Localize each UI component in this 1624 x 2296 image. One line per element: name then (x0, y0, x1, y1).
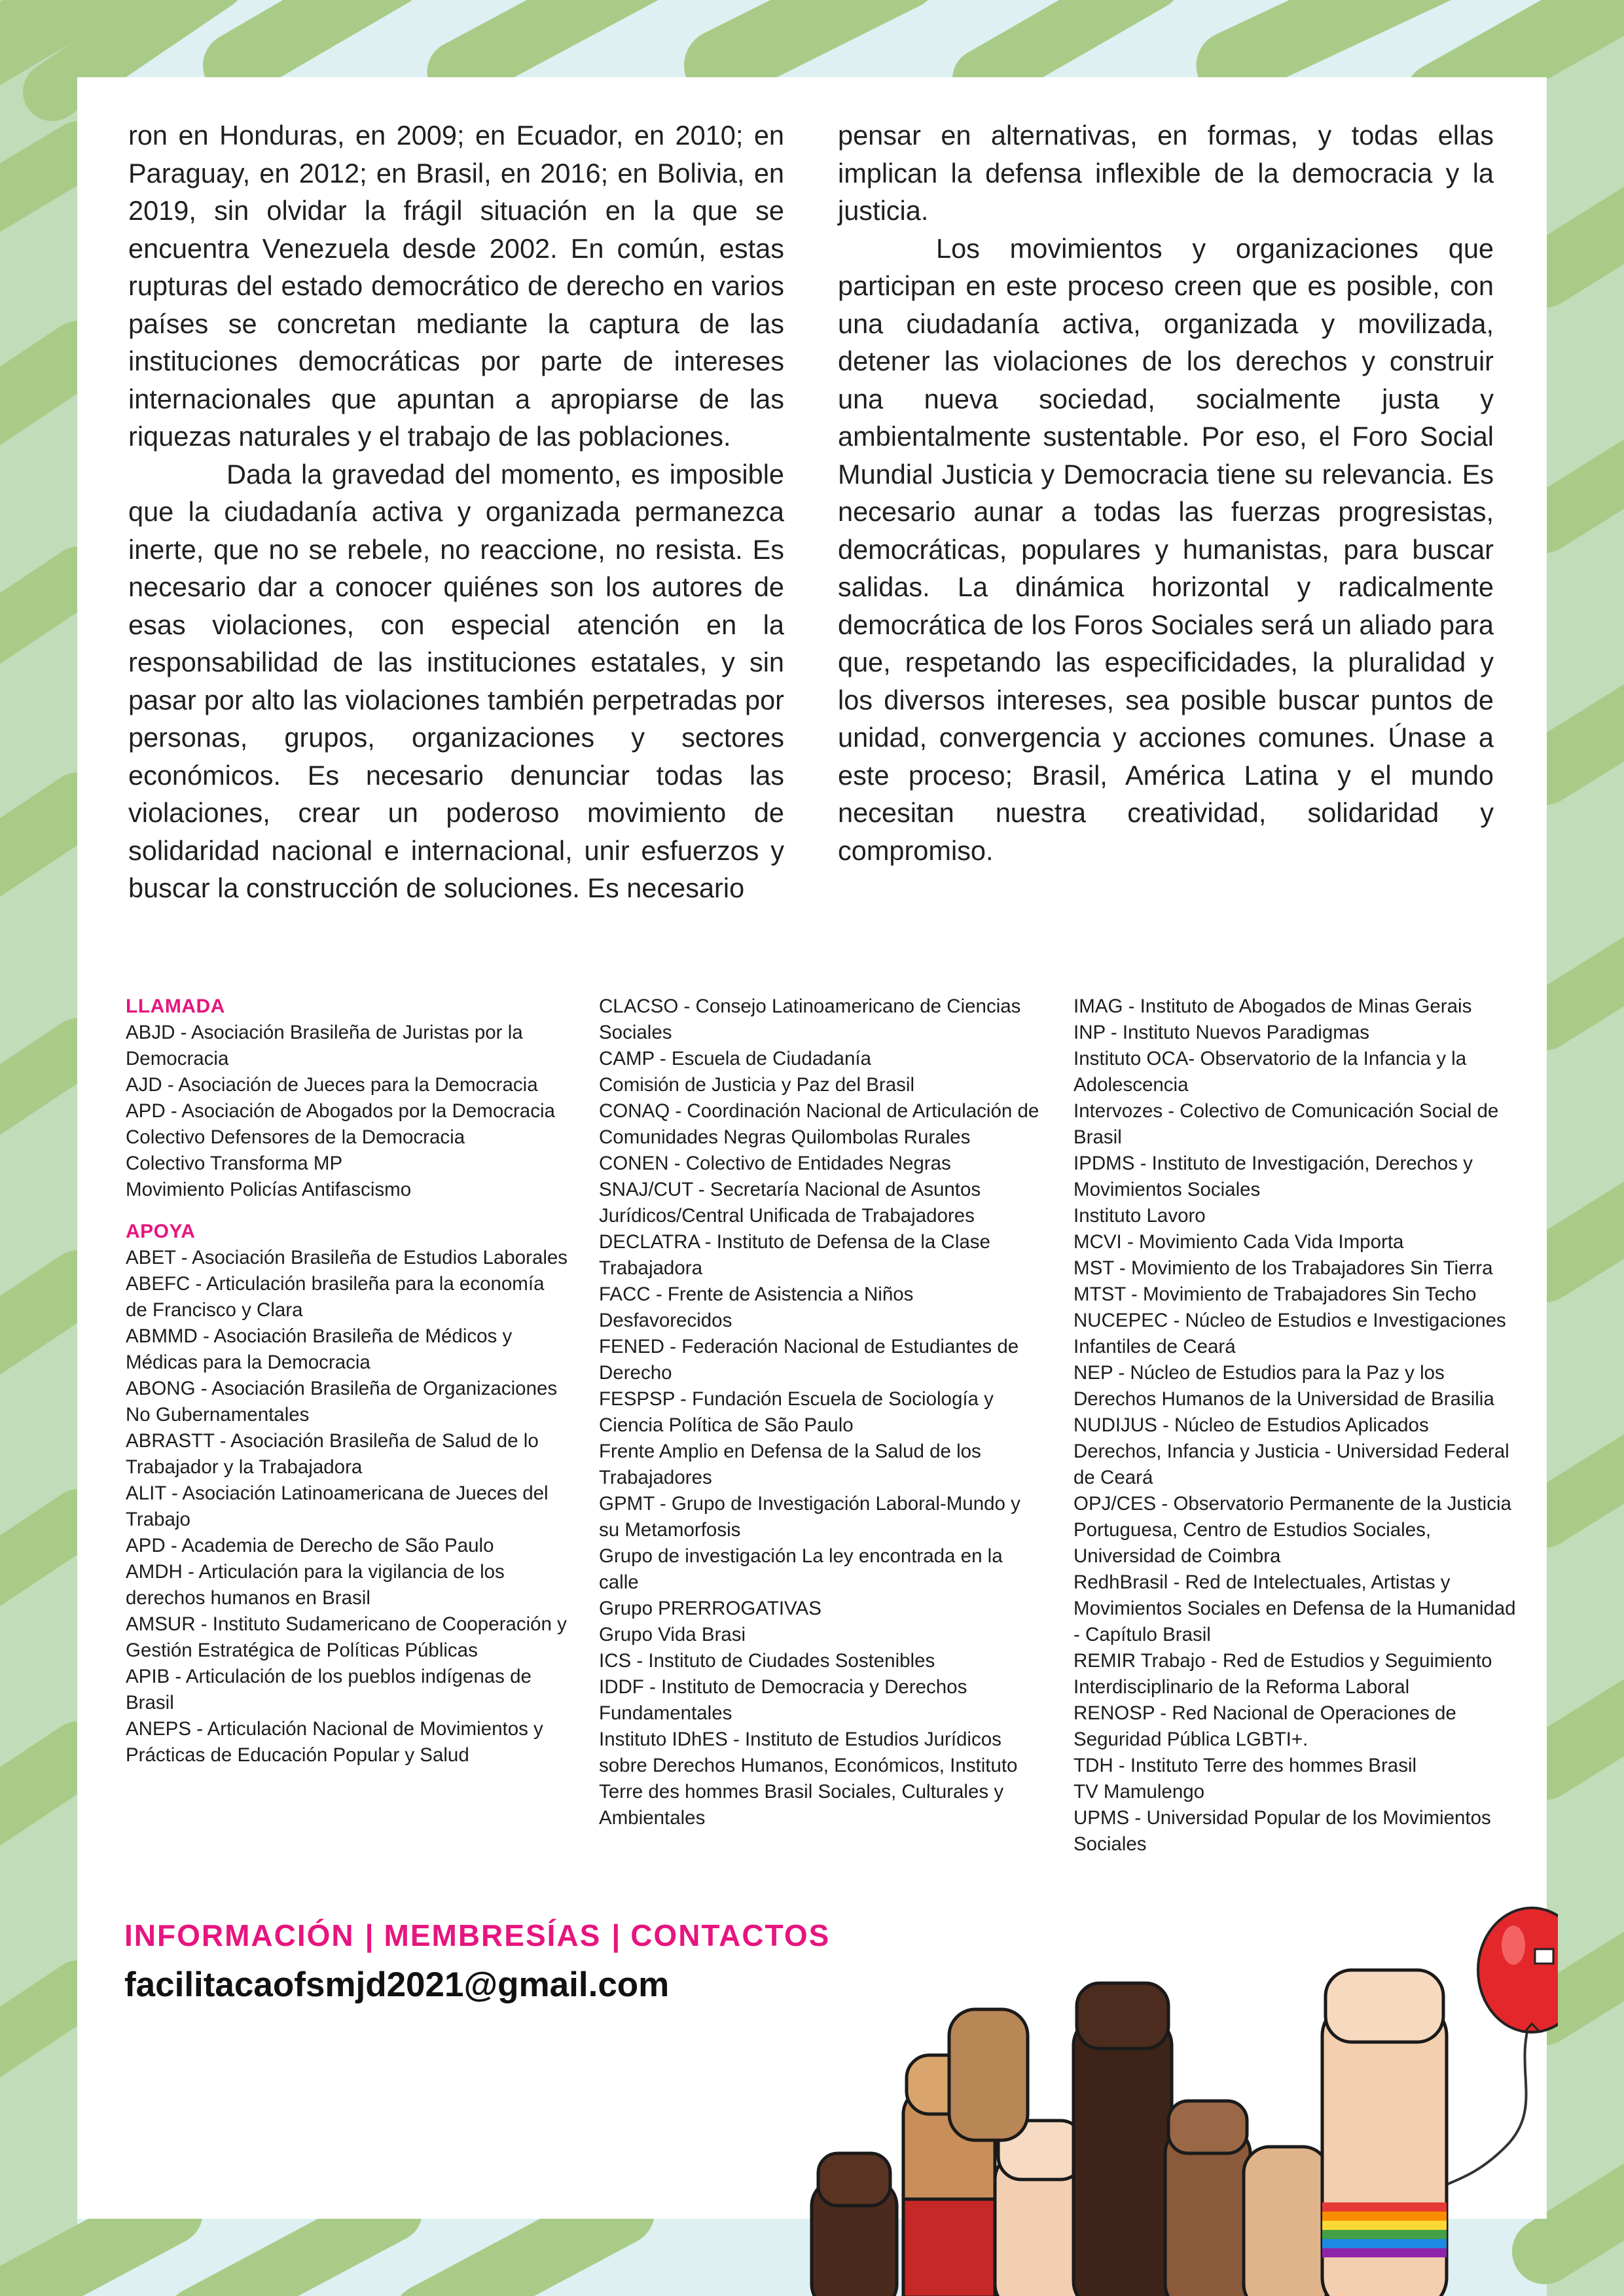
organization-item: GPMT - Grupo de Investigación Laboral-Mundo y su Metamorfosis (599, 1493, 1020, 1541)
organization-item: IPDMS - Instituto de Investigación, Derechos y Movimientos Sociales (1074, 1153, 1473, 1200)
organization-item: MST - Movimiento de los Trabajadores Sin Tierra (1074, 1257, 1493, 1279)
organization-item: CONEN - Colectivo de Entidades Negras (599, 1153, 951, 1174)
organization-item: ICS - Instituto de Ciudades Sostenibles (599, 1650, 935, 1672)
organization-item: OPJ/CES - Observatorio Permanente de la Justicia Portuguesa, Centro de Estudios Sociales, Universidad de Coimbra (1074, 1493, 1511, 1567)
organization-item: Grupo de investigación La ley encontrada en la calle (599, 1545, 1003, 1593)
section-heading-apoya: APOYA (126, 1221, 196, 1242)
contact-heading-info: INFORMACIÓN (124, 1918, 355, 1952)
body-paragraph: Los movimientos y organizaciones que participan en este proceso creen que es posible, con una ciudadanía activa, organizada y movilizada, detener las violaciones de los derechos y construir una nueva sociedad, socialmente justa y ambientalmente sustentable. Por eso, el Foro Social Mundial Justicia y Democracia tiene su relevancia. Es necesario aunar a todas las fuerzas progresistas, democráticas, populares y humanistas, para buscar salidas. La dinámica horizontal y radicalmente democrática de los Foros Sociales será un aliado para que, respetando las especificidades, la pluralidad y los diversos intereses, sea posible buscar puntos de unidad, convergencia y acciones comunes. Únase a este proceso; Brasil, América Latina y el mundo necesitan nuestra creatividad, solidaridad y compromiso. (838, 232, 1494, 866)
organization-item: FENED - Federación Nacional de Estudiantes de Derecho (599, 1336, 1019, 1384)
organization-item: APD - Asociación de Abogados por la Democracia (126, 1100, 555, 1122)
organization-item: IDDF - Instituto de Democracia y Derechos Fundamentales (599, 1676, 967, 1724)
organization-item: CAMP - Escuela de Ciudadanía (599, 1048, 871, 1069)
organization-item: CONAQ - Coordinación Nacional de Articulación de Comunidades Negras Quilombolas Rurales (599, 1100, 1039, 1148)
organization-item: Intervozes - Colectivo de Comunicación Social de Brasil (1074, 1100, 1499, 1148)
organizations-list-column-2 (599, 994, 1044, 1831)
organization-item: REMIR Trabajo - Red de Estudios y Seguimiento Interdisciplinario de la Reforma Laboral (1074, 1650, 1492, 1698)
organization-item: APIB - Articulación de los pueblos indígenas de Brasil (126, 1666, 532, 1713)
organization-item: TDH - Instituto Terre des hommes Brasil (1074, 1755, 1417, 1776)
section-gap (126, 1203, 571, 1219)
organization-item: APD - Academia de Derecho de São Paulo (126, 1535, 494, 1556)
organization-item: MCVI - Movimiento Cada Vida Importa (1074, 1231, 1404, 1253)
section-heading-llamada: LLAMADA (126, 996, 225, 1017)
organization-item: NEP - Núcleo de Estudios para la Paz y los Derechos Humanos de la Universidad de Brasilia (1074, 1362, 1494, 1410)
organization-item: NUDIJUS - Núcleo de Estudios Aplicados Derechos, Infancia y Justicia - Universidad Federal de Ceará (1074, 1414, 1509, 1488)
organization-item: FACC - Frente de Asistencia a Niños Desfavorecidos (599, 1283, 914, 1331)
organization-item: Grupo Vida Brasi (599, 1624, 746, 1645)
organization-item: AMDH - Articulación para la vigilancia de los derechos humanos en Brasil (126, 1561, 505, 1609)
body-paragraph: Dada la gravedad del momento, es imposible que la ciudadanía activa y organizada permanezca inerte, que no se rebele, no reaccione, no resista. Es necesario dar a conocer quiénes son los autores de esas violaciones, con especial atención en la responsabilidad de las instituciones estatales, y sin pasar por alto las violaciones también perpetradas por personas, grupos, organizaciones y sectores económicos. Es necesario denunciar todas las violaciones, crear un poderoso movimiento de solidaridad nacional e internacional, unir esfuerzos y buscar la construcción de soluciones. Es necesario (128, 458, 784, 903)
organization-item: ANEPS - Articulación Nacional de Movimientos y Prácticas de Educación Popular y Salud (126, 1718, 543, 1766)
organization-item: ABRASTT - Asociación Brasileña de Salud de lo Trabajador y la Trabajadora (126, 1430, 539, 1478)
organization-item: INP - Instituto Nuevos Paradigmas (1074, 1022, 1369, 1043)
organization-item: Colectivo Defensores de la Democracia (126, 1126, 465, 1148)
organization-item: ABET - Asociación Brasileña de Estudios Laborales (126, 1247, 568, 1268)
organization-item: Comisión de Justicia y Paz del Brasil (599, 1074, 915, 1096)
organization-item: Movimiento Policías Antifascismo (126, 1179, 412, 1200)
contact-heading-membresias: MEMBRESÍAS (384, 1918, 602, 1952)
organization-item: Instituto IDhES - Instituto de Estudios Jurídicos sobre Derechos Humanos, Económicos, Instituto Terre des hommes Brasil Sociales, Culturales y Ambientales (599, 1729, 1018, 1829)
organization-item: DECLATRA - Instituto de Defensa de la Clase Trabajadora (599, 1231, 990, 1279)
organization-item: CLACSO - Consejo Latinoamericano de Ciencias Sociales (599, 996, 1021, 1043)
rainbow-band (1322, 2202, 1447, 2257)
organization-item: ABEFC - Articulación brasileña para la economía de Francisco y Clara (126, 1273, 545, 1321)
body-paragraph: ron en Honduras, en 2009; en Ecuador, en 2010; en Paraguay, en 2012; en Brasil, en 2016; en Bolivia, en 2019, sin olvidar la frágil situación en la que se encuentra Venezuela desde 2002. En común, estas rupturas del estado democrático de derecho en varios países se concretan mediante la captura de las instituciones democráticas por parte de intereses internacionales que apuntan a apropiarse de las riquezas naturales y el trabajo de las poblaciones. (128, 120, 784, 452)
organization-item: AMSUR - Instituto Sudamericano de Cooperación y Gestión Estratégica de Políticas Públicas (126, 1613, 567, 1661)
organization-item: Instituto OCA- Observatorio de la Infancia y la Adolescencia (1074, 1048, 1467, 1096)
organization-item: SNAJ/CUT - Secretaría Nacional de Asuntos Jurídicos/Central Unificada de Trabajadores (599, 1179, 981, 1227)
contact-heading (124, 1918, 830, 1953)
body-column-left (128, 117, 784, 907)
organization-item: RENOSP - Red Nacional de Operaciones de Seguridad Pública LGBTI+. (1074, 1702, 1456, 1750)
heading-separator: | (365, 1918, 374, 1952)
contact-heading-contactos: CONTACTOS (630, 1918, 831, 1952)
heading-separator: | (611, 1918, 621, 1952)
organization-item: ABJD - Asociación Brasileña de Juristas por la Democracia (126, 1022, 523, 1069)
contact-block (124, 1918, 830, 2005)
body-column-right (838, 117, 1494, 869)
organization-item: IMAG - Instituto de Abogados de Minas Gerais (1074, 996, 1472, 1017)
organization-item: Grupo PRERROGATIVAS (599, 1598, 821, 1619)
organization-item: TV Mamulengo (1074, 1781, 1205, 1803)
organization-item: NUCEPEC - Núcleo de Estudios e Investigaciones Infantiles de Ceará (1074, 1310, 1506, 1357)
body-paragraph: pensar en alternativas, en formas, y todas ellas implican la defensa inflexible de la democracia y la justicia. (838, 120, 1494, 226)
raised-fists-and-balloon-icon (799, 1872, 1558, 2296)
organization-item: Colectivo Transforma MP (126, 1153, 343, 1174)
contact-email-link[interactable]: facilitacaofsmjd2021@gmail.com (124, 1965, 670, 2004)
organization-item: Frente Amplio en Defensa de la Salud de los Trabajadores (599, 1441, 981, 1488)
organization-item: ABMMD - Asociación Brasileña de Médicos y Médicas para la Democracia (126, 1325, 513, 1373)
organization-item: FESPSP - Fundación Escuela de Sociología y Ciencia Política de São Paulo (599, 1388, 994, 1436)
organization-item: MTST - Movimiento de Trabajadores Sin Techo (1074, 1283, 1477, 1305)
organization-item: RedhBrasil - Red de Intelectuales, Artistas y Movimientos Sociales en Defensa de la Humanidad - Capítulo Brasil (1074, 1571, 1516, 1645)
organization-item: AJD - Asociación de Jueces para la Democracia (126, 1074, 538, 1096)
organization-item: Instituto Lavoro (1074, 1205, 1206, 1227)
organization-item: ALIT - Asociación Latinoamericana de Jueces del Trabajo (126, 1482, 549, 1530)
organization-item: UPMS - Universidad Popular de los Movimientos Sociales (1074, 1807, 1491, 1855)
organizations-list-llamada-apoya (126, 994, 571, 1768)
organization-item: ABONG - Asociación Brasileña de Organizaciones No Gubernamentales (126, 1378, 558, 1426)
organizations-list-column-3 (1074, 994, 1519, 1857)
